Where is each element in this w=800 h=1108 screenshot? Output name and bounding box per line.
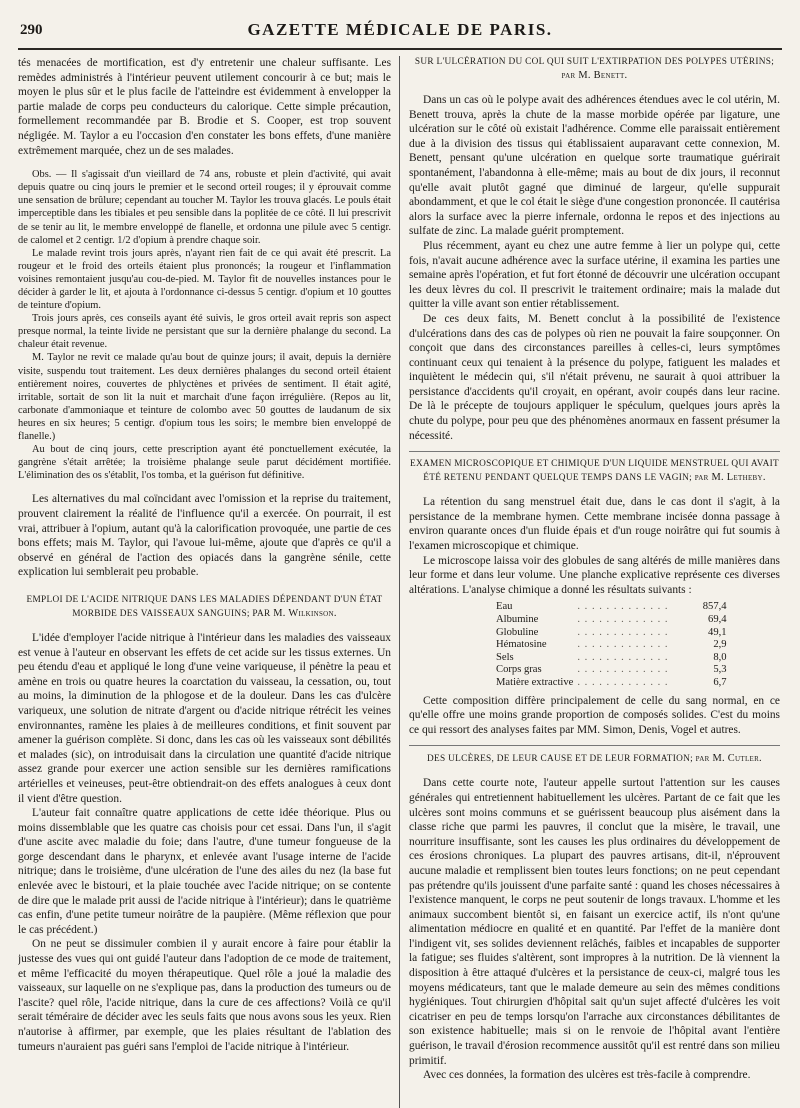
divider (409, 745, 780, 746)
article-heading-title: EXAMEN MICROSCOPIQUE ET CHIMIQUE D'UN LIQUIDE MENSTRUEL QUI AVAIT ÉTÉ RETENU PENDANT QUELQUE TEMPS DANS LE VAGIN; (410, 459, 779, 484)
observation: Obs. — Il s'agissait d'un vieillard de 74 ans, robuste et plein d'activité, qui avait depuis quatre ou cinq jours le premier et le second orteil rouges; il y éprouvait comme une sensation de brûlure; cependant au toucher M. Taylor les trouva glacés. Le pouls était imperceptible dans les tibiales et peu sensible dans la poplitée de ce côté. Il lui prescrivit de se tenir au lit, le membre enveloppé de flanelle, et ordonna une pilule avec 5 centigr. de calomel et 2 centigr. 1/2 d'opium à prendre chaque soir. (18, 169, 391, 246)
divider (409, 451, 780, 452)
results-component: Sels (496, 651, 514, 663)
article-heading (409, 752, 780, 766)
paragraph: On ne peut se dissimuler combien il y aurait encore à faire pour établir la justesse des vues qui ont guidé l'auteur dans l'adoption de ce mode de traitement, et même l'efficacité du moyen thérapeutique. Quel rôle a joué la maladie des vaisseaux, sur laquelle on ne s'explique pas, dans la production des tumeurs ou de l'ascite? quel rôle, l'acide nitrique, dans la cure de ces affections? Voilà ce qu'il serait téméraire de décider avec les seuls faits que nous avons sous les yeux. Rien n'autorise à affirmer, par exemple, que les plaies résultant de l'ablation des tumeurs n'auraient pas guéri sans l'emploi de l'acide nitrique à l'intérieur. (18, 938, 391, 1053)
columns (18, 56, 782, 1108)
results-component: Matière extractive (496, 676, 574, 688)
article-heading-author: par M. Benett. (561, 70, 628, 81)
results-value: 69,4 (708, 614, 727, 625)
article-heading (18, 594, 391, 621)
results-row (494, 664, 729, 677)
article-heading-title: EMPLOI DE L'ACIDE NITRIQUE DANS LES MALADIES DÉPENDANT D'UN ÉTAT MORBIDE DES VAISSEAUX SANGUINS; PAR (26, 594, 383, 619)
results-row (494, 639, 729, 652)
results-component: Eau (496, 601, 513, 613)
leader-dots: . . . . . . . . . . . . . (577, 601, 669, 613)
paragraph: tés menacées de mortification, est d'y entretenir une chaleur suffisante. Les remèdes administrés à l'intérieur peuvent utilement concourir à ce but; mais le moyen le plus sûr et le plus facile de l'atteindre est évidemment à envelopper la partie malade de corps peu conducteurs du calorique. Cette simple précaution, formellement recommandée par B. Brodie et S. Cooper, est trop souvent négligée. M. Taylor a eu l'occasion d'en constater les bons effets, d'une manière extrêmement marquée, chez un de ses malades. (18, 57, 391, 157)
leader-dots: . . . . . . . . . . . . . (577, 626, 669, 638)
paragraph: Le microscope laissa voir des globules de sang altérés de mille manières dans leur forme et dans leur volume. Une planche explicative représente ces diverses altérations. L'analyse chimique a donné les résultats suivants : (409, 554, 780, 596)
article-heading (409, 458, 780, 485)
page-number: 290 (20, 22, 43, 38)
leader-dots: . . . . . . . . . . . . . (577, 614, 669, 625)
paragraph: Avec ces données, la formation des ulcères est très-facile à comprendre. (423, 1069, 751, 1082)
paragraph: Dans un cas où le polype avait des adhérences étendues avec le col utérin, M. Benett trouva, après la chute de la masse morbide opérée par ligature, une ulcération sur le côté où existait l'adhérence. Comme elle paraissait entièrement due à la division des tissus qui établissaient auparavant cette connexion, M. Benett, pensant qu'une ulcération en quelque sorte traumatique guérirait spontanément, l'abandonna à elle-même; mais au bout de dix jours, il reconnut qu'elle avait plutôt gagné que diminué de largeur, qu'elle suppurait abondamment, et que le col était le siège d'une congestion prononcée. Il cautérisa alors la surface avec la pierre infernale, ordonna le repos et des injections au sulfate de zinc. La malade guérit promptement. (409, 94, 780, 238)
results-value: 5,3 (713, 664, 727, 676)
results-component: Albumine (496, 614, 539, 625)
results-row (494, 652, 729, 665)
results-row (494, 677, 729, 690)
results-row (494, 601, 729, 614)
masthead (18, 18, 782, 44)
paragraph: La rétention du sang menstruel était due, dans le cas dont il s'agit, à la persistance de la membrane hymen. Cette membrane incisée donna passage à environ quarante onces d'un fluide épais et d'un rouge noirâtre qui fut soumis à l'examen microscopique et chimique. (409, 496, 780, 553)
article-heading-title: DES ULCÈRES, DE LEUR CAUSE ET DE LEUR FORMATION; (427, 754, 694, 765)
leader-dots: . . . . . . . . . . . . . (577, 676, 669, 688)
article-heading-author: par M. Letheby. (694, 472, 766, 484)
results-row (494, 614, 729, 627)
leader-dots: . . . . . . . . . . . . . (577, 639, 669, 651)
results-row (494, 627, 729, 640)
results-value: 2,9 (713, 639, 727, 651)
article-heading (409, 56, 780, 83)
results-component: Globuline (496, 626, 539, 638)
results-table (494, 601, 729, 689)
left-column (18, 56, 399, 1108)
observation: M. Taylor ne revit ce malade qu'au bout de quinze jours; il avait, depuis la dernière visite, suspendu tout traitement. Les deux dernières phalanges du second orteil étaient entièrement noires, couvertes de phlyctènes et privées de sentiment. Il était agité, irritable, sortait de son lit la nuit et marchait d'une façon irrégulière. (Repos au lit, carbonate d'ammoniaque et teinture de colombo avec 50 gouttes de laudanum de six heures en six heures; 5 centigr. d'opium tous les soirs; le membre bien enveloppé de flanelle.) (18, 352, 391, 443)
results-component: Hématosine (496, 639, 547, 651)
observation: Le malade revint trois jours après, n'ayant rien fait de ce qui avait été prescrit. La rougeur et le froid des orteils étaient plus prononcés; la rougeur et l'inflammation voisines remontaient jusqu'au cou-de-pied. M. Taylor fit de nouvelles instances pour le décider à garder le lit, et ajouta à l'ordonnance ci-dessus 5 centigr. d'opium et 10 gouttes de teinture d'opium. (18, 247, 391, 312)
observation: Trois jours après, ces conseils ayant été suivis, le gros orteil avait repris son aspect presque normal, la teinte livide ne persistant que sur la dernière phalange du second. La chaleur était revenue. (18, 313, 391, 351)
results-value: 49,1 (708, 626, 727, 638)
leader-dots: . . . . . . . . . . . . . (577, 664, 669, 676)
leader-dots: . . . . . . . . . . . . . (577, 651, 669, 663)
paragraph: L'idée d'employer l'acide nitrique à l'intérieur dans les maladies des vaisseaux est venue à l'auteur en observant les effets de cet acide sur les tissus externes. Un peu étendu d'eau et appliqué le long d'une veine variqueuse, il pénètre la peau et amène en trois ou quatre heures la coarctation du vaisseau, la cessation, ou, tout au moins, la diminution de la phlogose et de la douleur. Dans les cas d'ulcère variqueux, une solution de nitrate d'argent ou d'acide nitrique rétrécit les veines environnantes, ramène les plaies à de meilleures conditions, et finit souvent par amener la guérison complète. Si donc, dans les cas où les vaisseaux sont débilités et malades (sic), on introduisait dans la circulation une quantité d'acide nitrique assez grande pour exercer une action sensible sur les dernières ramifications artérielles et veineuses, peut-être obtiendrait-on des effets analogues à ceux dont il vient d'être question. (18, 631, 391, 805)
results-value: 857,4 (702, 601, 727, 613)
paragraph: L'auteur fait connaître quatre applications de cette idée théorique. Plus ou moins dissemblable que les quatre cas choisis pour cet essai. Dans l'un, il s'agit d'une ascite avec maladie du foie; dans l'autre, d'une tumeur fongueuse de la gorge descendant dans le pharynx, et enlevée avant l'usage interne de l'acide nitrique; dans le troisième, d'une ulcération de l'une des ailes du nez (la base fut enlevée avec le bistouri, et la plaie touchée avec l'acide nitrique; on se contente de dire que le malade prit aussi de l'acide nitrique à l'intérieur); dans le quatrième cas enfin, d'une petite tumeur noirâtre de la paupière. (Même réflexion que pour le cas précédent.) (18, 807, 391, 936)
article-heading-author: par M. Cutler. (695, 753, 762, 765)
paragraph: Dans cette courte note, l'auteur appelle surtout l'attention sur les causes générales qui entretiennent habituellement les ulcères. Partant de ce fait que les ulcères sont moins communs et se guérissent beaucoup plus aisément dans la classe riche que parmi les pauvres, il conclut que la misère, le travail, une nourriture insuffisante, sont les causes les plus ordinaires du développement de ces érosions chroniques. La plupart des pauvres artisans, dit-il, n'éprouvent aucune maladie et remplissent bien toutes leurs fonctions; on ne peut cependant pas prétendre qu'ils jouissent d'une parfaite santé : quand les choses nécessaires à l'existence manquent, le corps ne peut soutenir de longs travaux. L'homme et les animaux succombent bientôt si, en faisant un exercice actif, ils n'ont qu'une alimentation médiocre en qualité et en quantité. Par l'effet de la manière dont l'indigent vit, ses solides deviennent relâchés, faibles et incapables de supporter la fatigue; ses fluides s'altèrent, sont impropres à la nutrition. De là viennent la disposition à être attaqué d'ulcères et la persistance de ceux-ci, malgré tous les moyens médicateurs, tant que le malade demeure au sein des mêmes conditions hygiéniques. Tout chirurgien d'hôpital sait qu'un sujet affecté d'ulcères les voit cicatriser en peu de temps lorsqu'on l'arrache aux circonstances débilitantes de son existence habituelle; mais si on le renvoie de l'hôpital avant l'entière guérison, le travail d'érosion recommence aussitôt qu'il est rentré dans son milieu primitif. (409, 777, 780, 1067)
article-heading-title: SUR L'ULCÉRATION DU COL QUI SUIT L'EXTIRPATION DES POLYPES UTÉRINS; (414, 57, 775, 67)
paragraph: Cette composition diffère principalement de celle du sang normal, en ce qu'elle offre une moins grande proportion de composés solides. C'est du moins ce qui ressort des analyses faites par MM. Simon, Denis, Vogel et autres. (409, 694, 780, 736)
paragraph: De ces deux faits, M. Benett conclut à la possibilité de l'existence d'ulcérations dans des cas de polypes où rien ne pouvait la faire soupçonner. On conçoit que dans des circonstances pareilles à celles-ci, leurs symptômes continuant ceux qui tenaient à la présence du polype, fatiguent les malades et inquiètent le médecin qui, s'il n'était prévenu, ne saurait à quoi attribuer la persistance d'accidents qu'il croyait, en opérant, avoir coupés dans leur racine. De là le précepte de toujours appliquer le spéculum, quelques jours après la chute du polype, pour peu que des phénomènes anormaux en fassent présumer la nécessité. (409, 312, 780, 442)
paragraph: Plus récemment, ayant eu chez une autre femme à lier un polype qui, cette fois, n'avait aucune adhérence avec la surface utérine, il examina les parties une semaine après l'opération, et fut fort étonné de découvrir une ulcération occupant les deux lèvres du col. Il prescrivit le traitement ordinaire; mais la malade dut quitter la ville avant son entier rétablissement. (409, 239, 780, 311)
article-heading-author: M. Wilkinson. (273, 607, 337, 619)
header-rule (18, 48, 782, 50)
results-value: 8,0 (713, 651, 727, 663)
results-component: Corps gras (496, 664, 542, 676)
observation: Au bout de cinq jours, cette prescription ayant été ponctuellement exécutée, la gangrène s'était arrêtée; la troisième phalange seule parut décidément mortifiée. L'élimination des os s'établit, l'os tomba, et la guérison fut définitive. (18, 444, 391, 482)
journal-title: GAZETTE MÉDICALE DE PARIS. (247, 20, 553, 39)
results-value: 6,7 (713, 676, 727, 688)
right-column (399, 56, 780, 1108)
paragraph: Les alternatives du mal coïncidant avec l'omission et la reprise du traitement, prouvent clairement la réalité de l'influence qu'il a exercée. On pourrait, il est vrai, attribuer à l'opium, autant qu'à la calorification provoquée, une partie de ces bons effets; mais M. Taylor, qui l'avoue lui-même, ajoute que d'après ce qu'il a observé en général de l'action des opiacés dans la gangrène sénile, cette explication lui semblerait peu probable. (18, 493, 391, 579)
